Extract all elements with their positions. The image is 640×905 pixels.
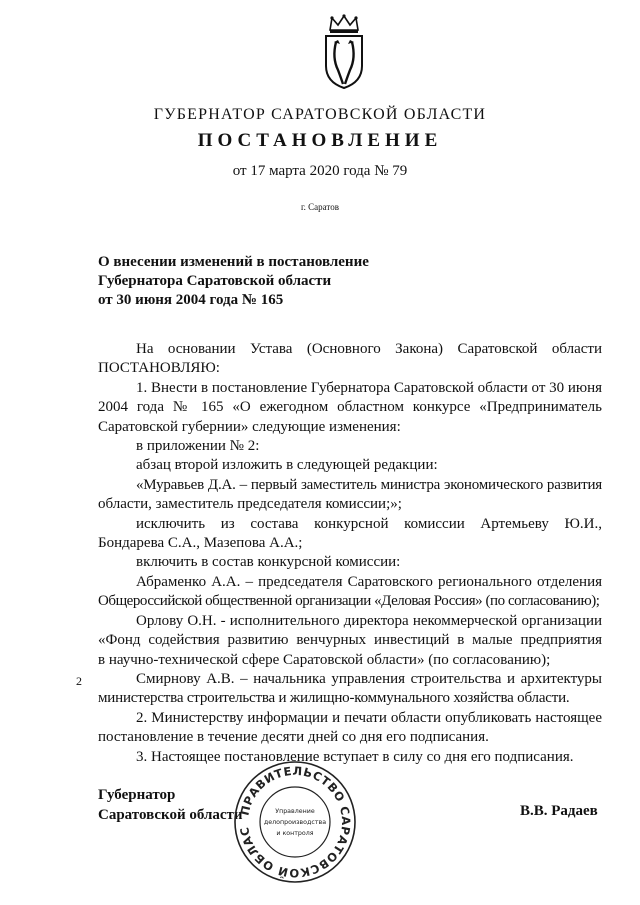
signatory-title — [98, 785, 243, 825]
document-subject — [98, 253, 369, 310]
body-line: министерства строительства и жилищно-коммунального хозяйства области. — [98, 690, 570, 707]
body-line: Смирнову А.В. – начальника управления строительства и архитектуры — [136, 670, 602, 687]
body-line: включить в состав конкурсной комиссии: — [136, 554, 401, 571]
body-line: 1. Внести в постановление Губернатора Саратовской области от 30 июня — [136, 379, 603, 396]
stamp-inner-line: Управление — [275, 808, 315, 815]
body-line: ПОСТАНОВЛЯЮ: — [98, 360, 220, 377]
body-line: постановление в течение десяти дней со дня его подписания. — [98, 729, 489, 746]
coat-of-arms-icon — [318, 14, 370, 90]
body-line: Орлову О.Н. - исполнительного директора некоммерческой организации — [136, 612, 602, 629]
body-line: «Фонд содействия развитию венчурных инвестиций в малые предприятия — [98, 632, 602, 649]
body-line: Общероссийской общественной организации «Деловая Россия» (по согласованию); — [98, 593, 600, 610]
body-line: в приложении № 2: — [136, 438, 260, 455]
document-date-number: от 17 марта 2020 года № 79 — [232, 163, 408, 179]
subject-line: О внесении изменений в постановление — [98, 254, 369, 270]
body-line: в научно-технической сфере Саратовской области» (по согласованию); — [98, 651, 551, 668]
margin-mark: 2 — [76, 674, 82, 688]
issuing-authority: ГУБЕРНАТОР САРАТОВСКОЙ ОБЛАСТИ — [153, 106, 487, 123]
body-line: Абраменко А.А. – председателя Саратовского регионального отделения — [136, 573, 602, 590]
body-line: исключить из состава конкурсной комиссии Артемьеву Ю.И., — [136, 515, 602, 532]
document-body — [98, 340, 602, 767]
body-line: «Муравьев Д.А. – первый заместитель министра экономического развития — [136, 476, 602, 493]
body-line: Саратовской губернии» следующие изменения: — [98, 418, 401, 435]
body-line: На основании Устава (Основного Закона) Саратовской области — [136, 341, 602, 357]
body-line: абзац второй изложить в следующей редакции: — [136, 457, 438, 474]
body-line: 3. Настоящее постановление вступает в силу со дня его подписания. — [136, 748, 574, 765]
signatory-title-line: Губернатор — [98, 787, 176, 803]
subject-line: от 30 июня 2004 года № 165 — [98, 292, 284, 308]
subject-line: Губернатора Саратовской области — [98, 273, 332, 289]
body-line: Бондарева С.А., Мазепова А.А.; — [98, 535, 303, 552]
signatory-name: В.В. Радаев — [520, 803, 598, 819]
document-type: ПОСТАНОВЛЕНИЕ — [197, 130, 443, 151]
body-line: 2. Министерству информации и печати области опубликовать настоящее — [136, 709, 602, 726]
stamp-ring-text: ПРАВИТЕЛЬСТВО САРАТОВСКОЙ ОБЛАС — [237, 763, 354, 881]
stamp-inner-line: и контроля — [276, 830, 314, 837]
stamp-inner-line: делопроизводства — [263, 819, 327, 826]
official-stamp — [233, 760, 357, 884]
document-city: г. Саратов — [301, 202, 339, 212]
body-line: 2004 года № 165 «О ежегодном областном конкурсе «Предприниматель — [98, 399, 602, 416]
signatory-title-line: Саратовской области — [98, 807, 243, 823]
body-line: области, заместитель председателя комиссии;»; — [98, 496, 402, 513]
